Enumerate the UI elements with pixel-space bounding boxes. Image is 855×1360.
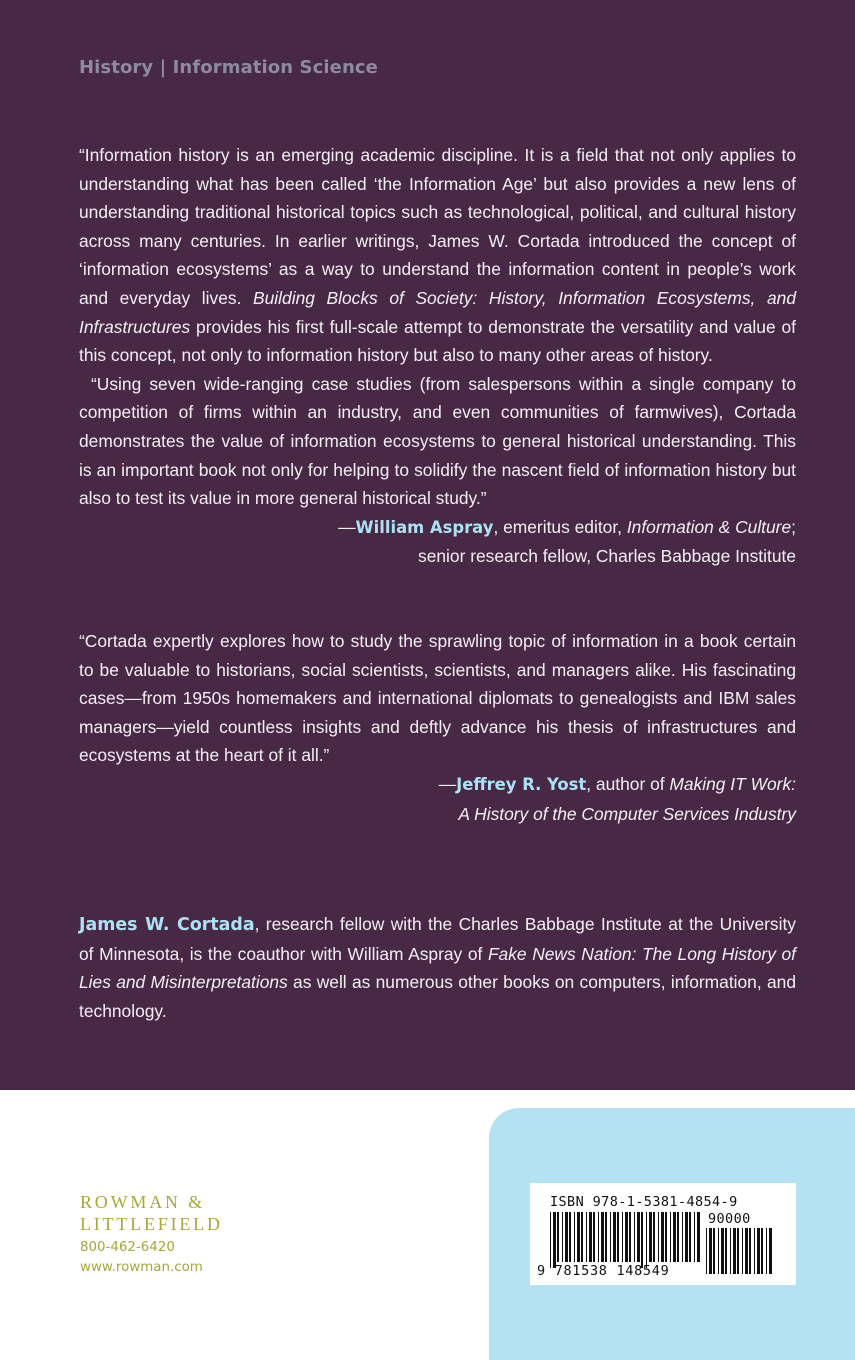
endorsement-yost	[79, 627, 796, 828]
barcode-bar	[749, 1228, 751, 1274]
barcode-bar	[629, 1212, 631, 1262]
barcode-bar	[598, 1212, 599, 1262]
ean-digits: 9 781538 148549	[537, 1263, 670, 1279]
barcode-bar	[721, 1228, 724, 1274]
book-title: Fake News Nation: The Long History of Lies and Misinterpretations	[79, 943, 796, 993]
barcode-bar	[586, 1212, 587, 1262]
barcode-bar	[658, 1212, 659, 1262]
barcode-bar	[742, 1228, 743, 1274]
book-title: Building Blocks of Society: History, Information Ecosystems, and Infrastructures	[79, 287, 796, 337]
barcode-bar	[653, 1212, 655, 1262]
barcode-bar	[593, 1212, 595, 1262]
barcode-bar	[754, 1228, 755, 1274]
barcode-bar	[725, 1228, 727, 1274]
barcode-bar	[649, 1212, 652, 1262]
barcode-bar	[685, 1212, 688, 1262]
barcode-bar	[553, 1212, 556, 1268]
barcode-bar	[670, 1212, 671, 1262]
publisher-logo: ROWMAN & LITTLEFIELD	[80, 1192, 223, 1234]
barcode-bar	[641, 1212, 643, 1268]
barcode-bar	[713, 1228, 715, 1274]
endorser-name: William Aspray	[355, 517, 494, 537]
barcode-bar	[757, 1228, 760, 1274]
barcode-bar	[694, 1212, 695, 1262]
barcode-bar	[661, 1212, 664, 1262]
author-name: James W. Cortada	[79, 915, 255, 935]
isbn-label: ISBN 978-1-5381-4854-9	[550, 1194, 738, 1210]
barcode-bar	[577, 1212, 580, 1262]
barcode-bar	[730, 1228, 731, 1274]
barcode-bar	[601, 1212, 604, 1262]
endorsement-paragraph: “Cortada expertly explores how to study the sprawling topic of information in a book certain to be valuable to historians, social scientists, scientists, and managers alike. His fascinating cases—from 1950s homemakers and international diplomats to genealogists and IBM sales managers—yield countless insights and deftly advance his thesis of infrastructures and ecosystems at the heart of it all.”	[79, 631, 796, 766]
barcode-bar	[613, 1212, 616, 1262]
barcode-bar	[646, 1212, 647, 1268]
endorser-role: A History of the Computer Services Industry	[458, 803, 796, 824]
barcode-bars	[550, 1212, 700, 1268]
category-label: History | Information Science	[79, 57, 378, 78]
barcode-bar	[761, 1228, 763, 1274]
barcode-bar	[766, 1228, 767, 1274]
barcode-bar	[682, 1212, 683, 1262]
barcode-bar	[769, 1228, 772, 1274]
barcode-bar	[610, 1212, 611, 1262]
endorsement-attribution: —William Aspray, emeritus editor, Information & Culture;	[338, 516, 796, 537]
barcode-bar	[625, 1212, 628, 1262]
barcode-bar	[709, 1228, 712, 1274]
barcode-bar	[565, 1212, 568, 1262]
barcode-bar	[569, 1212, 571, 1262]
barcode-bar	[605, 1212, 607, 1262]
barcode-bar	[718, 1228, 719, 1274]
barcode-bar	[589, 1212, 592, 1262]
publisher-website[interactable]: www.rowman.com	[80, 1260, 203, 1275]
barcode-bar	[617, 1212, 619, 1262]
barcode-bar	[557, 1212, 559, 1262]
endorser-name: Jeffrey R. Yost	[456, 774, 587, 794]
barcode-bar	[706, 1228, 707, 1274]
endorsement-paragraph: “Information history is an emerging academic discipline. It is a field that not only applies to understanding what has been called ‘the Information Age’ but also provides a new lens of understanding traditional historical topics such as technological, political, and cultural history across many centuries. In earlier writings, James W. Cortada introduced the concept of ‘information ecosystems’ as a way to understand the information content in people’s work and everyday lives. Building Blocks of Society: History, Information Ecosystems, and Infrastructures provides his first full-scale attempt to demonstrate the versatility and value of this concept, not only to information history but also to many other areas of history.	[79, 145, 796, 366]
barcode-bar	[622, 1212, 623, 1262]
barcode-bar	[634, 1212, 635, 1262]
barcode-bar	[677, 1212, 679, 1262]
publisher-phone: 800-462-6420	[80, 1240, 175, 1255]
barcode-bar	[574, 1212, 575, 1262]
barcode-bar	[737, 1228, 739, 1274]
barcode-bar	[581, 1212, 583, 1262]
barcode-bar	[550, 1212, 551, 1268]
barcode-bar	[689, 1212, 691, 1262]
endorsement-paragraph: “Using seven wide-ranging case studies (from salespersons within a single company to competition of firms within an industry, and even communities of farmwives), Cortada demonstrates the value of information ecosystems to general historical understanding. This is an important book not only for helping to solidify the nascent field of information history but also to test its value in more general historical study.”	[79, 373, 796, 509]
publisher-contact	[80, 1238, 203, 1278]
barcode-bar	[733, 1228, 736, 1274]
barcode-bar	[562, 1212, 563, 1262]
barcode-bar	[637, 1212, 640, 1262]
barcode-addon-bars	[706, 1228, 772, 1280]
endorsement-attribution: —Jeffrey R. Yost, author of Making IT Work:	[438, 773, 796, 794]
endorser-role: senior research fellow, Charles Babbage Institute	[418, 546, 796, 567]
barcode-bar	[673, 1212, 676, 1262]
isbn-barcode	[530, 1183, 796, 1285]
barcode-bar	[665, 1212, 667, 1262]
barcode-bar	[697, 1212, 700, 1262]
barcode-bar	[745, 1228, 748, 1274]
author-bio: James W. Cortada, research fellow with the Charles Babbage Institute at the University of Minnesota, is the coauthor with William Aspray of Fake News Nation: The Long History of Lies and Misinterpretations as well as numerous other books on computers, information, and technology.	[79, 914, 796, 1021]
endorsement-aspray	[79, 141, 796, 571]
price-code: 90000	[708, 1211, 751, 1227]
